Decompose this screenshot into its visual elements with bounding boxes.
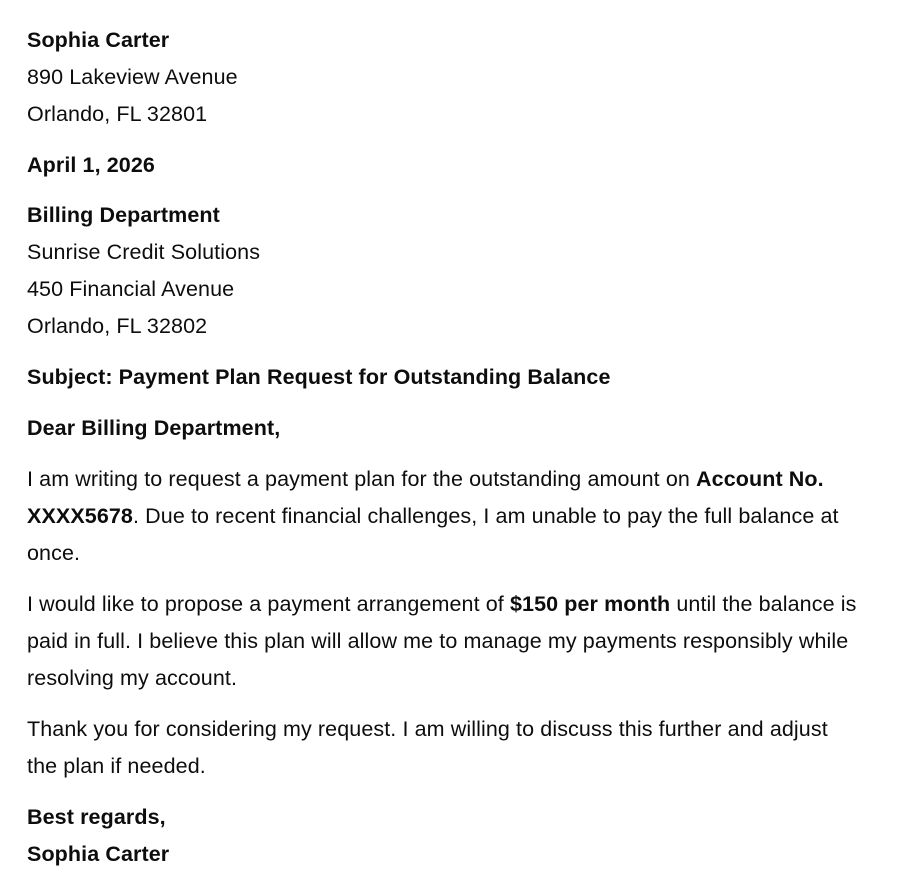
recipient-company: Sunrise Credit Solutions (27, 240, 261, 264)
recipient-department: Billing Department (27, 203, 220, 227)
payment-amount-emphasis: $150 per month (509, 592, 671, 616)
closing-phrase: Best regards, (27, 805, 166, 829)
salutation: Dear Billing Department, (27, 416, 281, 440)
body-paragraph-2 (27, 586, 857, 697)
body-p1-text-after: . Due to recent financial challenges, I am unable to pay the full balance at once. (27, 504, 839, 565)
date-block (27, 147, 860, 184)
sender-name: Sophia Carter (27, 28, 170, 52)
subject-block (27, 359, 860, 396)
body-p2-text-after: until the balance is paid in full. I believe this plan will allow me to manage my payments responsibly while resolving my account. (27, 592, 857, 690)
sender-street: 890 Lakeview Avenue (27, 65, 238, 89)
subject-line: Subject: Payment Plan Request for Outstanding Balance (27, 365, 611, 389)
body-p1-text-before: I am writing to request a payment plan for the outstanding amount on (27, 467, 697, 491)
letter-date: April 1, 2026 (27, 153, 155, 177)
body-paragraph-1 (27, 461, 857, 572)
signature-name: Sophia Carter (27, 842, 170, 866)
recipient-street: 450 Financial Avenue (27, 277, 235, 301)
signature-block (27, 799, 860, 873)
body-p2-text-before: I would like to propose a payment arrangement of (27, 592, 510, 616)
salutation-block (27, 410, 860, 447)
recipient-address-block (27, 197, 860, 345)
body-paragraph-3: Thank you for considering my request. I am willing to discuss this further and adjust the plan if needed. (27, 717, 828, 778)
recipient-city-state-zip: Orlando, FL 32802 (27, 314, 208, 338)
account-number-emphasis: Account No. XXXX5678 (27, 467, 824, 528)
sender-address-block (27, 22, 860, 133)
sender-city-state-zip: Orlando, FL 32801 (27, 102, 208, 126)
